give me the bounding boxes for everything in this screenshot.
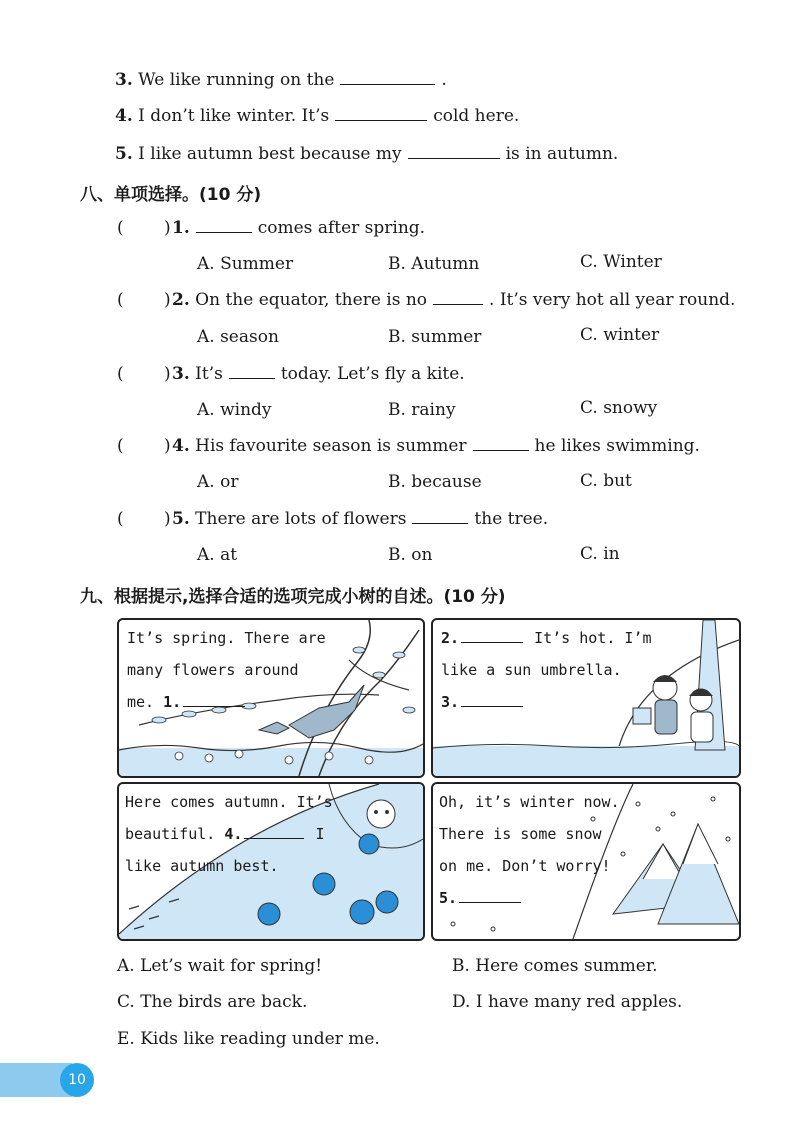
option-a[interactable]: A. Summer (197, 254, 294, 274)
spring-panel (117, 618, 425, 778)
answer-paren-close: ) (164, 290, 171, 310)
question-blank (229, 364, 275, 379)
answer-blank-1[interactable] (183, 694, 245, 707)
option-a[interactable]: A. season (197, 327, 279, 347)
answer-box[interactable] (128, 434, 164, 456)
choice-c: C. The birds are back. (117, 992, 308, 1012)
option-b[interactable]: B. on (388, 545, 433, 565)
summer-panel (431, 618, 741, 778)
answer-paren-close: ) (164, 364, 171, 384)
answer-paren-close: ) (164, 436, 171, 456)
answer-paren-open: ( (117, 290, 124, 310)
autumn-panel (117, 782, 425, 941)
answer-paren-open: ( (117, 436, 124, 456)
fill-in-5: 5. I like autumn best because my is in autumn. (115, 144, 619, 164)
section-8-heading: 八、单项选择。(10 分) (80, 185, 262, 205)
question-2: 2. On the equator, there is no . It’s very hot all year round. (172, 290, 736, 310)
option-a[interactable]: A. windy (197, 400, 272, 420)
spring-text: It’s spring. There are many flowers around me. 1. (127, 629, 326, 711)
answer-blank-3[interactable] (461, 694, 523, 707)
fill-in-4: 4. I don’t like winter. It’s cold here. (115, 106, 520, 126)
answer-blank[interactable] (335, 106, 427, 121)
option-b[interactable]: B. rainy (388, 400, 456, 420)
answer-paren-open: ( (117, 509, 124, 529)
autumn-text: Here comes autumn. It’s beautiful. 4. I like autumn best. (125, 793, 333, 875)
answer-paren-open: ( (117, 364, 124, 384)
question-3: 3. It’s today. Let’s fly a kite. (172, 364, 465, 384)
answer-blank-2[interactable] (461, 630, 523, 643)
option-a[interactable]: A. at (197, 545, 238, 565)
choice-d: D. I have many red apples. (452, 992, 683, 1012)
question-blank (196, 218, 252, 233)
answer-box[interactable] (128, 288, 164, 310)
question-5: 5. There are lots of flowers the tree. (172, 509, 549, 529)
answer-paren-close: ) (164, 509, 171, 529)
question-4: 4. His favourite season is summer he likes swimming. (172, 436, 700, 456)
answer-blank[interactable] (408, 144, 500, 159)
winter-text: Oh, it’s winter now. There is some snow on me. Don’t worry! 5. (439, 793, 620, 907)
answer-blank-5[interactable] (459, 890, 521, 903)
answer-box[interactable] (128, 362, 164, 384)
option-c[interactable]: C. snowy (580, 398, 658, 418)
answer-box[interactable] (128, 507, 164, 529)
question-blank (473, 436, 529, 451)
answer-blank[interactable] (340, 70, 435, 85)
answer-paren-close: ) (164, 218, 171, 238)
option-b[interactable]: B. summer (388, 327, 482, 347)
option-b[interactable]: B. because (388, 472, 482, 492)
choice-a: A. Let’s wait for spring! (117, 956, 323, 976)
page-number: 10 (60, 1063, 94, 1097)
option-b[interactable]: B. Autumn (388, 254, 480, 274)
fill-in-3: 3. We like running on the . (115, 70, 447, 90)
option-c[interactable]: C. winter (580, 325, 660, 345)
question-blank (433, 290, 483, 305)
question-blank (412, 509, 468, 524)
winter-panel (431, 782, 741, 941)
answer-box[interactable] (128, 216, 164, 238)
answer-paren-open: ( (117, 218, 124, 238)
section-9-heading: 九、根据提示,选择合适的选项完成小树的自述。(10 分) (80, 587, 506, 607)
option-c[interactable]: C. but (580, 471, 632, 491)
choice-e: E. Kids like reading under me. (117, 1029, 380, 1049)
option-c[interactable]: C. Winter (580, 252, 662, 272)
summer-text: 2. It’s hot. I’m like a sun umbrella. 3. (441, 629, 652, 711)
answer-blank-4[interactable] (244, 826, 304, 839)
choice-b: B. Here comes summer. (452, 956, 658, 976)
option-c[interactable]: C. in (580, 544, 620, 564)
question-1: 1. comes after spring. (172, 218, 426, 238)
option-a[interactable]: A. or (197, 472, 239, 492)
